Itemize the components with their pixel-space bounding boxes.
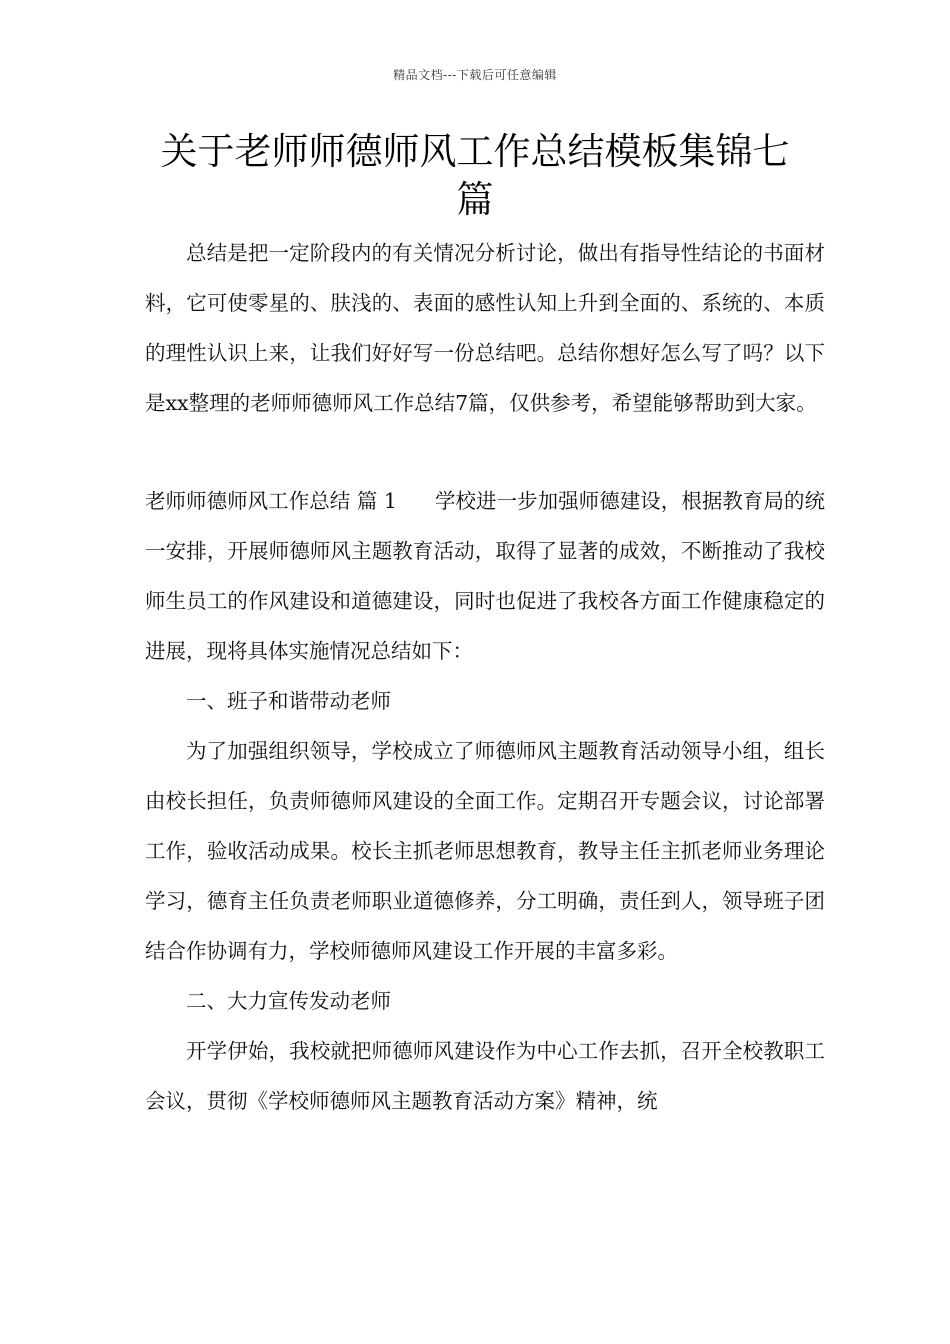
subsection-1-heading: 一、班子和谐带动老师 [186,689,391,713]
document-title [120,128,830,224]
document-body [145,228,825,1126]
intro-paragraph: 总结是把一定阶段内的有关情况分析讨论，做出有指导性结论的书面材料，它可使零星的、肤浅的、表面的感性认知上升到全面的、系统的、本质的理性认识上来，让我们好好写一份总结吧。总结你想好怎么写了吗？以下是xx整理的老师师德师风工作总结7篇，仅供参考，希望能够帮助到大家。 [145,241,825,415]
section-1-paragraph [145,476,825,676]
title-line-1: 关于老师师德师风工作总结模板集锦七 [160,130,790,173]
section-1-heading: 老师师德师风工作总结 篇 1 [145,489,397,513]
subsection-2-body: 开学伊始，我校就把师德师风建设作为中心工作去抓，召开全校教职工会议，贯彻《学校师德师风主题教育活动方案》精神，统 [145,1039,825,1113]
page-header-note: 精品文档---下载后可任意编辑 [393,68,557,82]
subsection-1-body: 为了加强组织领导，学校成立了师德师风主题教育活动领导小组，组长由校长担任，负责师德师风建设的全面工作。定期召开专题会议，讨论部署工作，验收活动成果。校长主抓老师思想教育，教导主任主抓老师业务理论学习，德育主任负责老师职业道德修养，分工明确，责任到人，领导班子团结合作协调有力，学校师德师风建设工作开展的丰富多彩。 [145,739,825,963]
section-1-lead: 学校进一步加强师德建设，根据教育局的统一安排，开展师德师风主题教育活动，取得了显著的成效，不断推动了我校师生员工的作风建设和道德建设，同时也促进了我校各方面工作健康稳定的进展，现将具体实施情况总结如下： [145,489,825,663]
paragraph-spacer [145,428,825,476]
subsection-2-heading: 二、大力宣传发动老师 [186,989,391,1013]
title-line-2: 篇 [456,178,494,221]
